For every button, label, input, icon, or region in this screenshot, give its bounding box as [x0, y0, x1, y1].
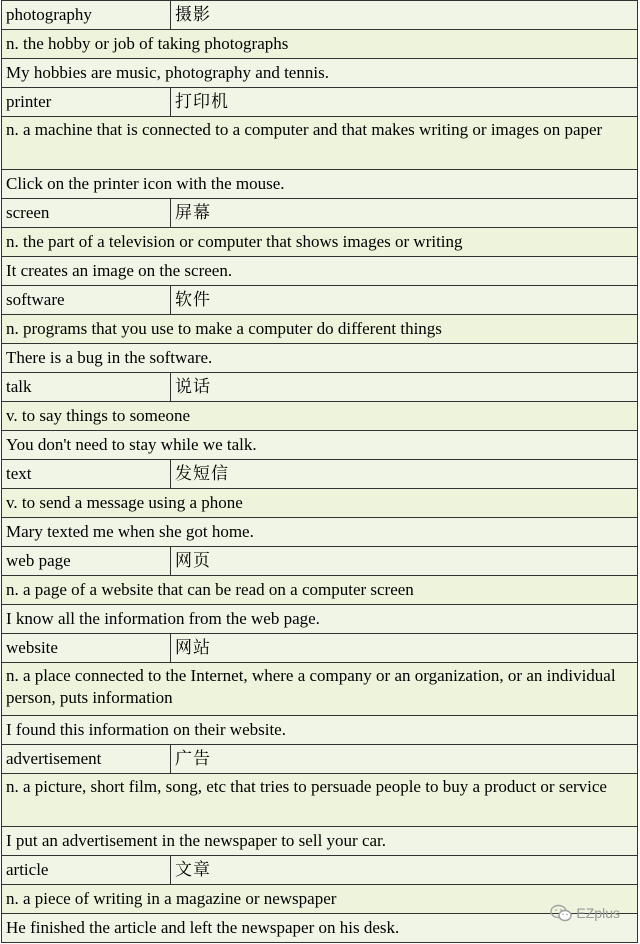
vocabulary-table: [1, 0, 638, 943]
example-row: [2, 59, 638, 88]
example-row: [2, 170, 638, 199]
definition-row: [2, 885, 638, 914]
definition-cell: v. to say things to someone: [2, 402, 638, 431]
definition-cell: n. a piece of writing in a magazine or newspaper: [2, 885, 638, 914]
example-row: [2, 431, 638, 460]
translation-cell: 打印机: [171, 88, 638, 117]
translation-cell: 文章: [171, 856, 638, 885]
definition-row: [2, 402, 638, 431]
word-row: [2, 547, 638, 576]
example-cell: I know all the information from the web page.: [2, 605, 638, 634]
translation-cell: 网页: [171, 547, 638, 576]
translation-cell: 摄影: [171, 1, 638, 30]
definition-row: [2, 315, 638, 344]
example-row: [2, 518, 638, 547]
word-cell: software: [2, 286, 171, 315]
word-cell: web page: [2, 547, 171, 576]
word-cell: photography: [2, 1, 171, 30]
example-row: [2, 827, 638, 856]
example-cell: I found this information on their website.: [2, 716, 638, 745]
definition-row: [2, 117, 638, 170]
translation-cell: 软件: [171, 286, 638, 315]
example-cell: Mary texted me when she got home.: [2, 518, 638, 547]
definition-row: [2, 30, 638, 59]
translation-cell: 网站: [171, 634, 638, 663]
translation-cell: 广告: [171, 745, 638, 774]
watermark-text: EZplus: [576, 905, 620, 921]
word-cell: advertisement: [2, 745, 171, 774]
example-row: [2, 257, 638, 286]
definition-row: [2, 774, 638, 827]
definition-cell: n. a picture, short film, song, etc that tries to persuade people to buy a product or service: [2, 774, 638, 827]
example-cell: It creates an image on the screen.: [2, 257, 638, 286]
definition-row: [2, 576, 638, 605]
translation-cell: 屏幕: [171, 199, 638, 228]
definition-row: [2, 228, 638, 257]
example-cell: You don't need to stay while we talk.: [2, 431, 638, 460]
word-row: [2, 88, 638, 117]
word-row: [2, 286, 638, 315]
definition-row: [2, 663, 638, 716]
definition-cell: n. a page of a website that can be read on a computer screen: [2, 576, 638, 605]
example-row: [2, 716, 638, 745]
translation-cell: 说话: [171, 373, 638, 402]
word-row: [2, 745, 638, 774]
example-cell: There is a bug in the software.: [2, 344, 638, 373]
word-row: [2, 634, 638, 663]
example-cell: I put an advertisement in the newspaper to sell your car.: [2, 827, 638, 856]
word-cell: website: [2, 634, 171, 663]
translation-cell: 发短信: [171, 460, 638, 489]
definition-cell: n. the part of a television or computer that shows images or writing: [2, 228, 638, 257]
definition-cell: n. a machine that is connected to a computer and that makes writing or images on paper: [2, 117, 638, 170]
example-row: [2, 344, 638, 373]
example-cell: Click on the printer icon with the mouse.: [2, 170, 638, 199]
watermark: [550, 904, 620, 922]
word-row: [2, 373, 638, 402]
wechat-icon: [550, 904, 572, 922]
word-cell: text: [2, 460, 171, 489]
word-cell: article: [2, 856, 171, 885]
example-row: [2, 605, 638, 634]
word-cell: talk: [2, 373, 171, 402]
definition-cell: n. the hobby or job of taking photographs: [2, 30, 638, 59]
definition-row: [2, 489, 638, 518]
example-row: [2, 914, 638, 943]
word-row: [2, 1, 638, 30]
definition-cell: n. a place connected to the Internet, where a company or an organization, or an individual person, puts information: [2, 663, 638, 716]
definition-cell: n. programs that you use to make a computer do different things: [2, 315, 638, 344]
word-row: [2, 199, 638, 228]
word-row: [2, 856, 638, 885]
example-cell: My hobbies are music, photography and tennis.: [2, 59, 638, 88]
word-cell: printer: [2, 88, 171, 117]
example-cell: He finished the article and left the newspaper on his desk.: [2, 914, 638, 943]
word-row: [2, 460, 638, 489]
word-cell: screen: [2, 199, 171, 228]
definition-cell: v. to send a message using a phone: [2, 489, 638, 518]
